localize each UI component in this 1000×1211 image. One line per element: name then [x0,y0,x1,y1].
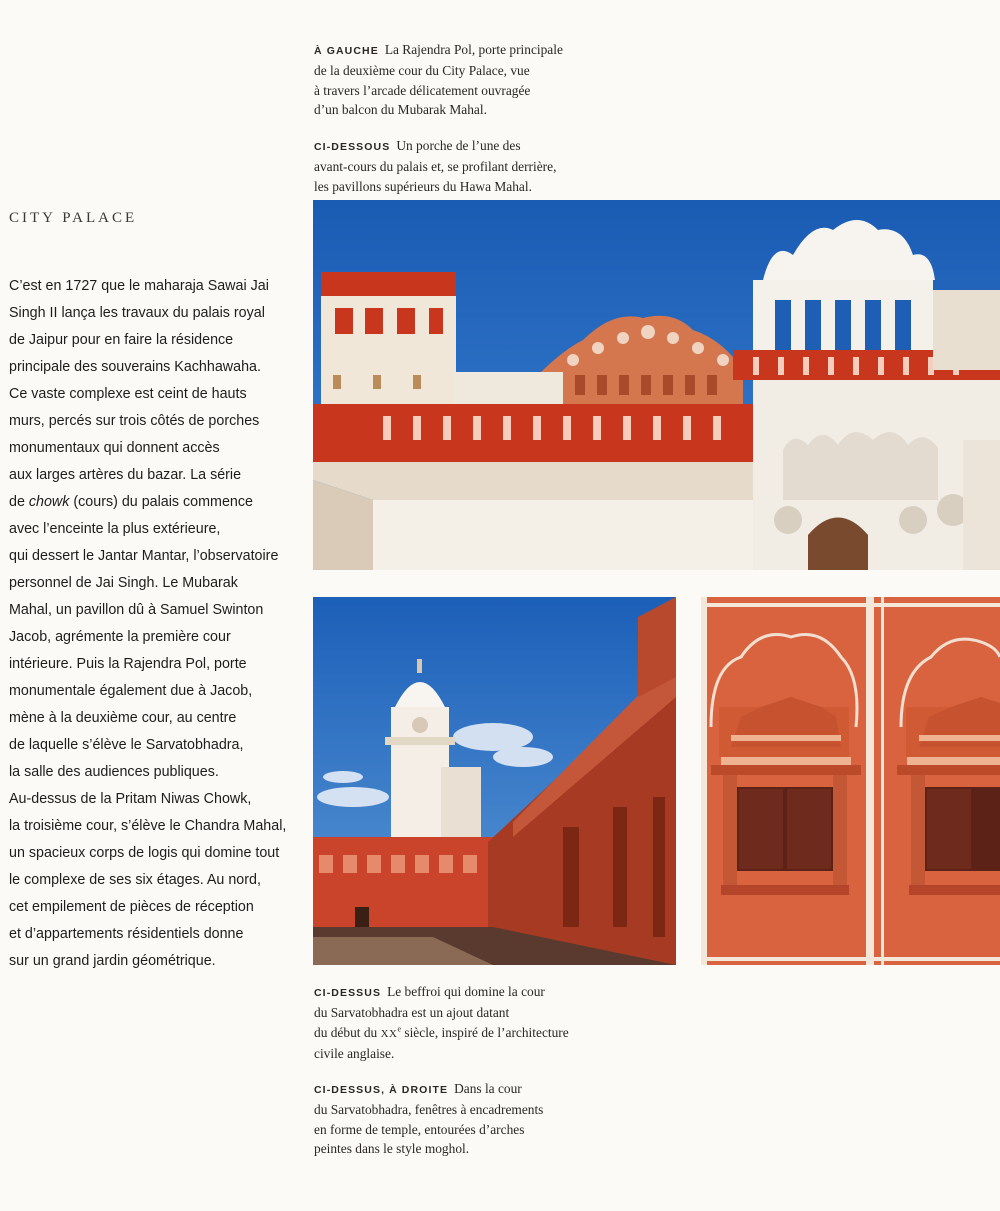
caption-a-gauche [314,40,563,120]
caption-line: les pavillons supérieurs du Hawa Mahal. [314,178,532,194]
body-line: de Jaipur pour en faire la résidence [9,332,234,348]
caption-line: peintes dans le style moghol. [314,1141,470,1157]
body-line: avec l’enceinte la plus extérieure, [9,521,221,537]
body-line: Singh II lança les travaux du palais royal [9,305,265,321]
caption-lead: À GAUCHE [314,45,379,57]
caption-line: d’un balcon du Mubarak Mahal. [314,102,487,118]
body-text-fragment: de [9,494,29,510]
caption-ci-dessus [314,982,569,1064]
body-line: la troisième cour, s’élève le Chandra Mahal, [9,818,287,834]
body-line: monumentale également due à Jacob, [9,683,253,699]
caption-line: du Sarvatobhadra est un ajout datant [314,1005,510,1021]
caption-line: avant-cours du palais et, se profilant derrière, [314,159,557,175]
caption-line: Le beffroi qui domine la cour [387,984,545,999]
photo-clock-tower-illustration [313,597,676,965]
body-line: Ce vaste complexe est ceint de hauts [9,386,247,402]
caption-line: La Rajendra Pol, porte principale [384,42,563,57]
body-line: personnel de Jai Singh. Le Mubarak [9,575,238,591]
photo-hawa-mahal-porch [313,200,1000,570]
italic-term: chowk [28,494,70,510]
body-line: un spacieux corps de logis qui domine tout [9,845,280,861]
body-text [9,273,304,975]
photo-hawa-mahal-illustration [313,200,1000,570]
body-line: C’est en 1727 que le maharaja Sawai Jai [9,278,269,294]
body-line: de laquelle s’élève le Sarvatobhadra, [9,737,244,753]
body-line: Jacob, agrémente la première cour [9,629,231,645]
body-text-fragment: (cours) du palais commence [69,494,253,510]
caption-lead: CI-DESSOUS [314,141,391,153]
caption-line: du Sarvatobhadra, fenêtres à encadrements [314,1102,544,1118]
century-superscript: e [397,1024,402,1034]
body-line: le complexe de ses six étages. Au nord, [9,872,261,888]
body-line: intérieure. Puis la Rajendra Pol, porte [9,656,247,672]
body-line: principale des souverains Kachhawaha. [9,359,261,375]
section-heading: CITY PALACE [9,210,138,226]
caption-ci-dessus-a-droite [314,1079,543,1159]
body-line: cet empilement de pièces de réception [9,899,254,915]
body-line: et d’appartements résidentiels donne [9,926,244,942]
body-line: Au-dessus de la Pritam Niwas Chowk, [9,791,252,807]
century-numeral: XX [380,1027,398,1040]
caption-line: de la deuxième cour du City Palace, vue [314,63,530,79]
caption-line: Un porche de l’une des [396,138,521,153]
caption-line: civile anglaise. [314,1046,395,1062]
caption-line: à travers l’arcade délicatement ouvragée [314,82,531,98]
body-line: mène à la deuxième cour, au centre [9,710,237,726]
caption-lead: CI-DESSUS [314,987,382,999]
body-line [9,489,304,516]
body-line: la salle des audiences publiques. [9,764,219,780]
caption-text-fragment: du début du [314,1024,381,1040]
body-line: Mahal, un pavillon dû à Samuel Swinton [9,602,264,618]
photo-painted-windows [701,597,1000,965]
body-line: murs, percés sur trois côtés de porches [9,413,260,429]
body-line: qui dessert le Jantar Mantar, l’observatoire [9,548,279,564]
caption-lead: CI-DESSUS, À DROITE [314,1084,449,1096]
caption-line: en forme de temple, entourées d’arches [314,1121,525,1137]
body-line: aux larges artères du bazar. La série [9,467,242,483]
body-line: sur un grand jardin géométrique. [9,953,216,969]
caption-text-fragment: siècle, inspiré de l’architecture [401,1024,569,1040]
photo-clock-tower-courtyard [313,597,676,965]
caption-line [314,1023,569,1044]
body-line: monumentaux qui donnent accès [9,440,220,456]
caption-ci-dessous [314,136,556,196]
caption-line: Dans la cour [454,1081,522,1096]
photo-windows-illustration [701,597,1000,965]
